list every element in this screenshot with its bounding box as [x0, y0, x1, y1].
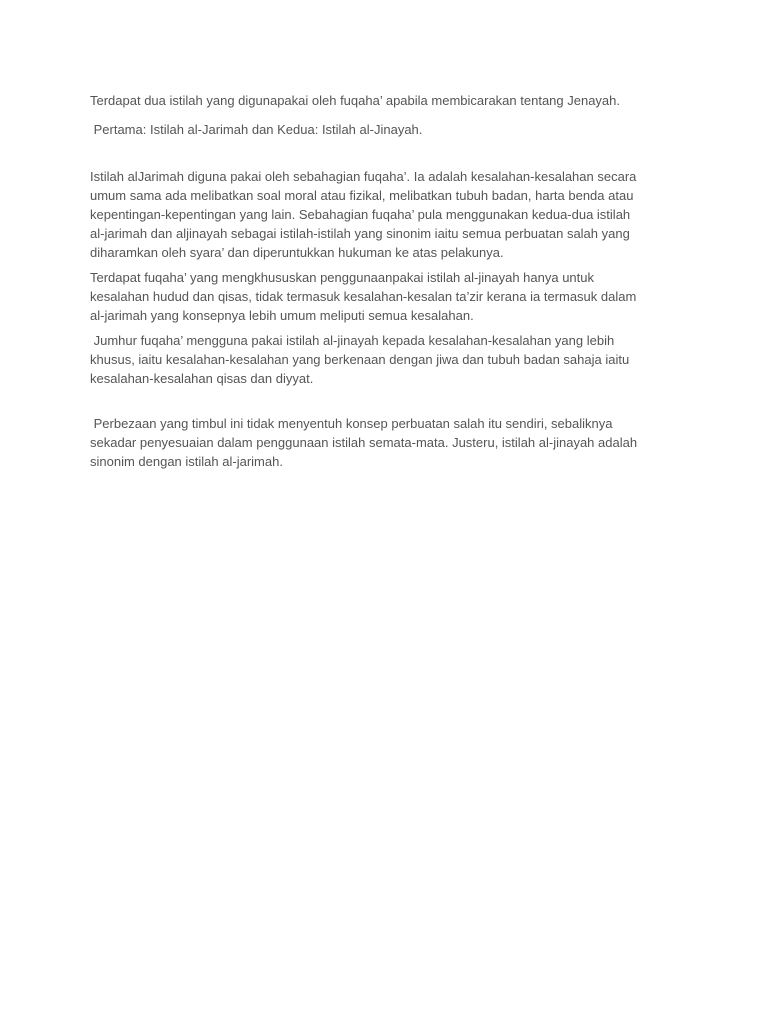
- text-line: Terdapat dua istilah yang digunapakai oleh fuqaha’ apabila membicarakan tentang Jenayah.: [90, 93, 621, 108]
- paragraph-intro: [90, 91, 690, 110]
- spacer: [90, 139, 690, 167]
- text-line: khusus, iaitu kesalahan-kesalahan yang berkenaan dengan jiwa dan tubuh badan sahaja iaitu: [90, 352, 630, 367]
- text-line: sekadar penyesuaian dalam penggunaan istilah semata-mata. Justeru, istilah al-jinayah adalah: [90, 435, 638, 450]
- text-line: Pertama: Istilah al-Jarimah dan Kedua: Istilah al-Jinayah.: [90, 122, 423, 137]
- spacer: [90, 388, 690, 414]
- text-line: diharamkan oleh syara’ dan diperuntukkan hukuman ke atas pelakunya.: [90, 245, 504, 260]
- text-line: Terdapat fuqaha’ yang mengkhususkan penggunaanpakai istilah al-jinayah hanya untuk: [90, 270, 594, 285]
- text-line: Jumhur fuqaha’ mengguna pakai istilah al-jinayah kepada kesalahan-kesalahan yang lebih: [90, 333, 615, 348]
- document-body: [90, 91, 690, 471]
- paragraph-jarimah: [90, 167, 690, 262]
- spacer: [90, 110, 690, 120]
- text-line: Perbezaan yang timbul ini tidak menyentuh konsep perbuatan salah itu sendiri, sebaliknya: [90, 416, 613, 431]
- paragraph-jinayah: [90, 268, 690, 325]
- paragraph-jumhur: [90, 331, 690, 388]
- text-line: sinonim dengan istilah al-jarimah.: [90, 454, 283, 469]
- paragraph-perbezaan: [90, 414, 690, 471]
- text-line: kesalahan hudud dan qisas, tidak termasuk kesalahan-kesalan ta’zir kerana ia termasuk dalam: [90, 289, 637, 304]
- text-line: al-jarimah yang konsepnya lebih umum meliputi semua kesalahan.: [90, 308, 474, 323]
- text-line: al-jarimah dan aljinayah sebagai istilah-istilah yang sinonim iaitu semua perbuatan salah yang: [90, 226, 630, 241]
- paragraph-terms: [90, 120, 690, 139]
- text-line: kepentingan-kepentingan yang lain. Sebahagian fuqaha’ pula menggunakan kedua-dua istilah: [90, 207, 631, 222]
- text-line: Istilah alJarimah diguna pakai oleh sebahagian fuqaha’. Ia adalah kesalahan-kesalahan secara: [90, 169, 637, 184]
- text-line: umum sama ada melibatkan soal moral atau fizikal, melibatkan tubuh badan, harta benda atau: [90, 188, 634, 203]
- text-line: kesalahan-kesalahan qisas dan diyyat.: [90, 371, 314, 386]
